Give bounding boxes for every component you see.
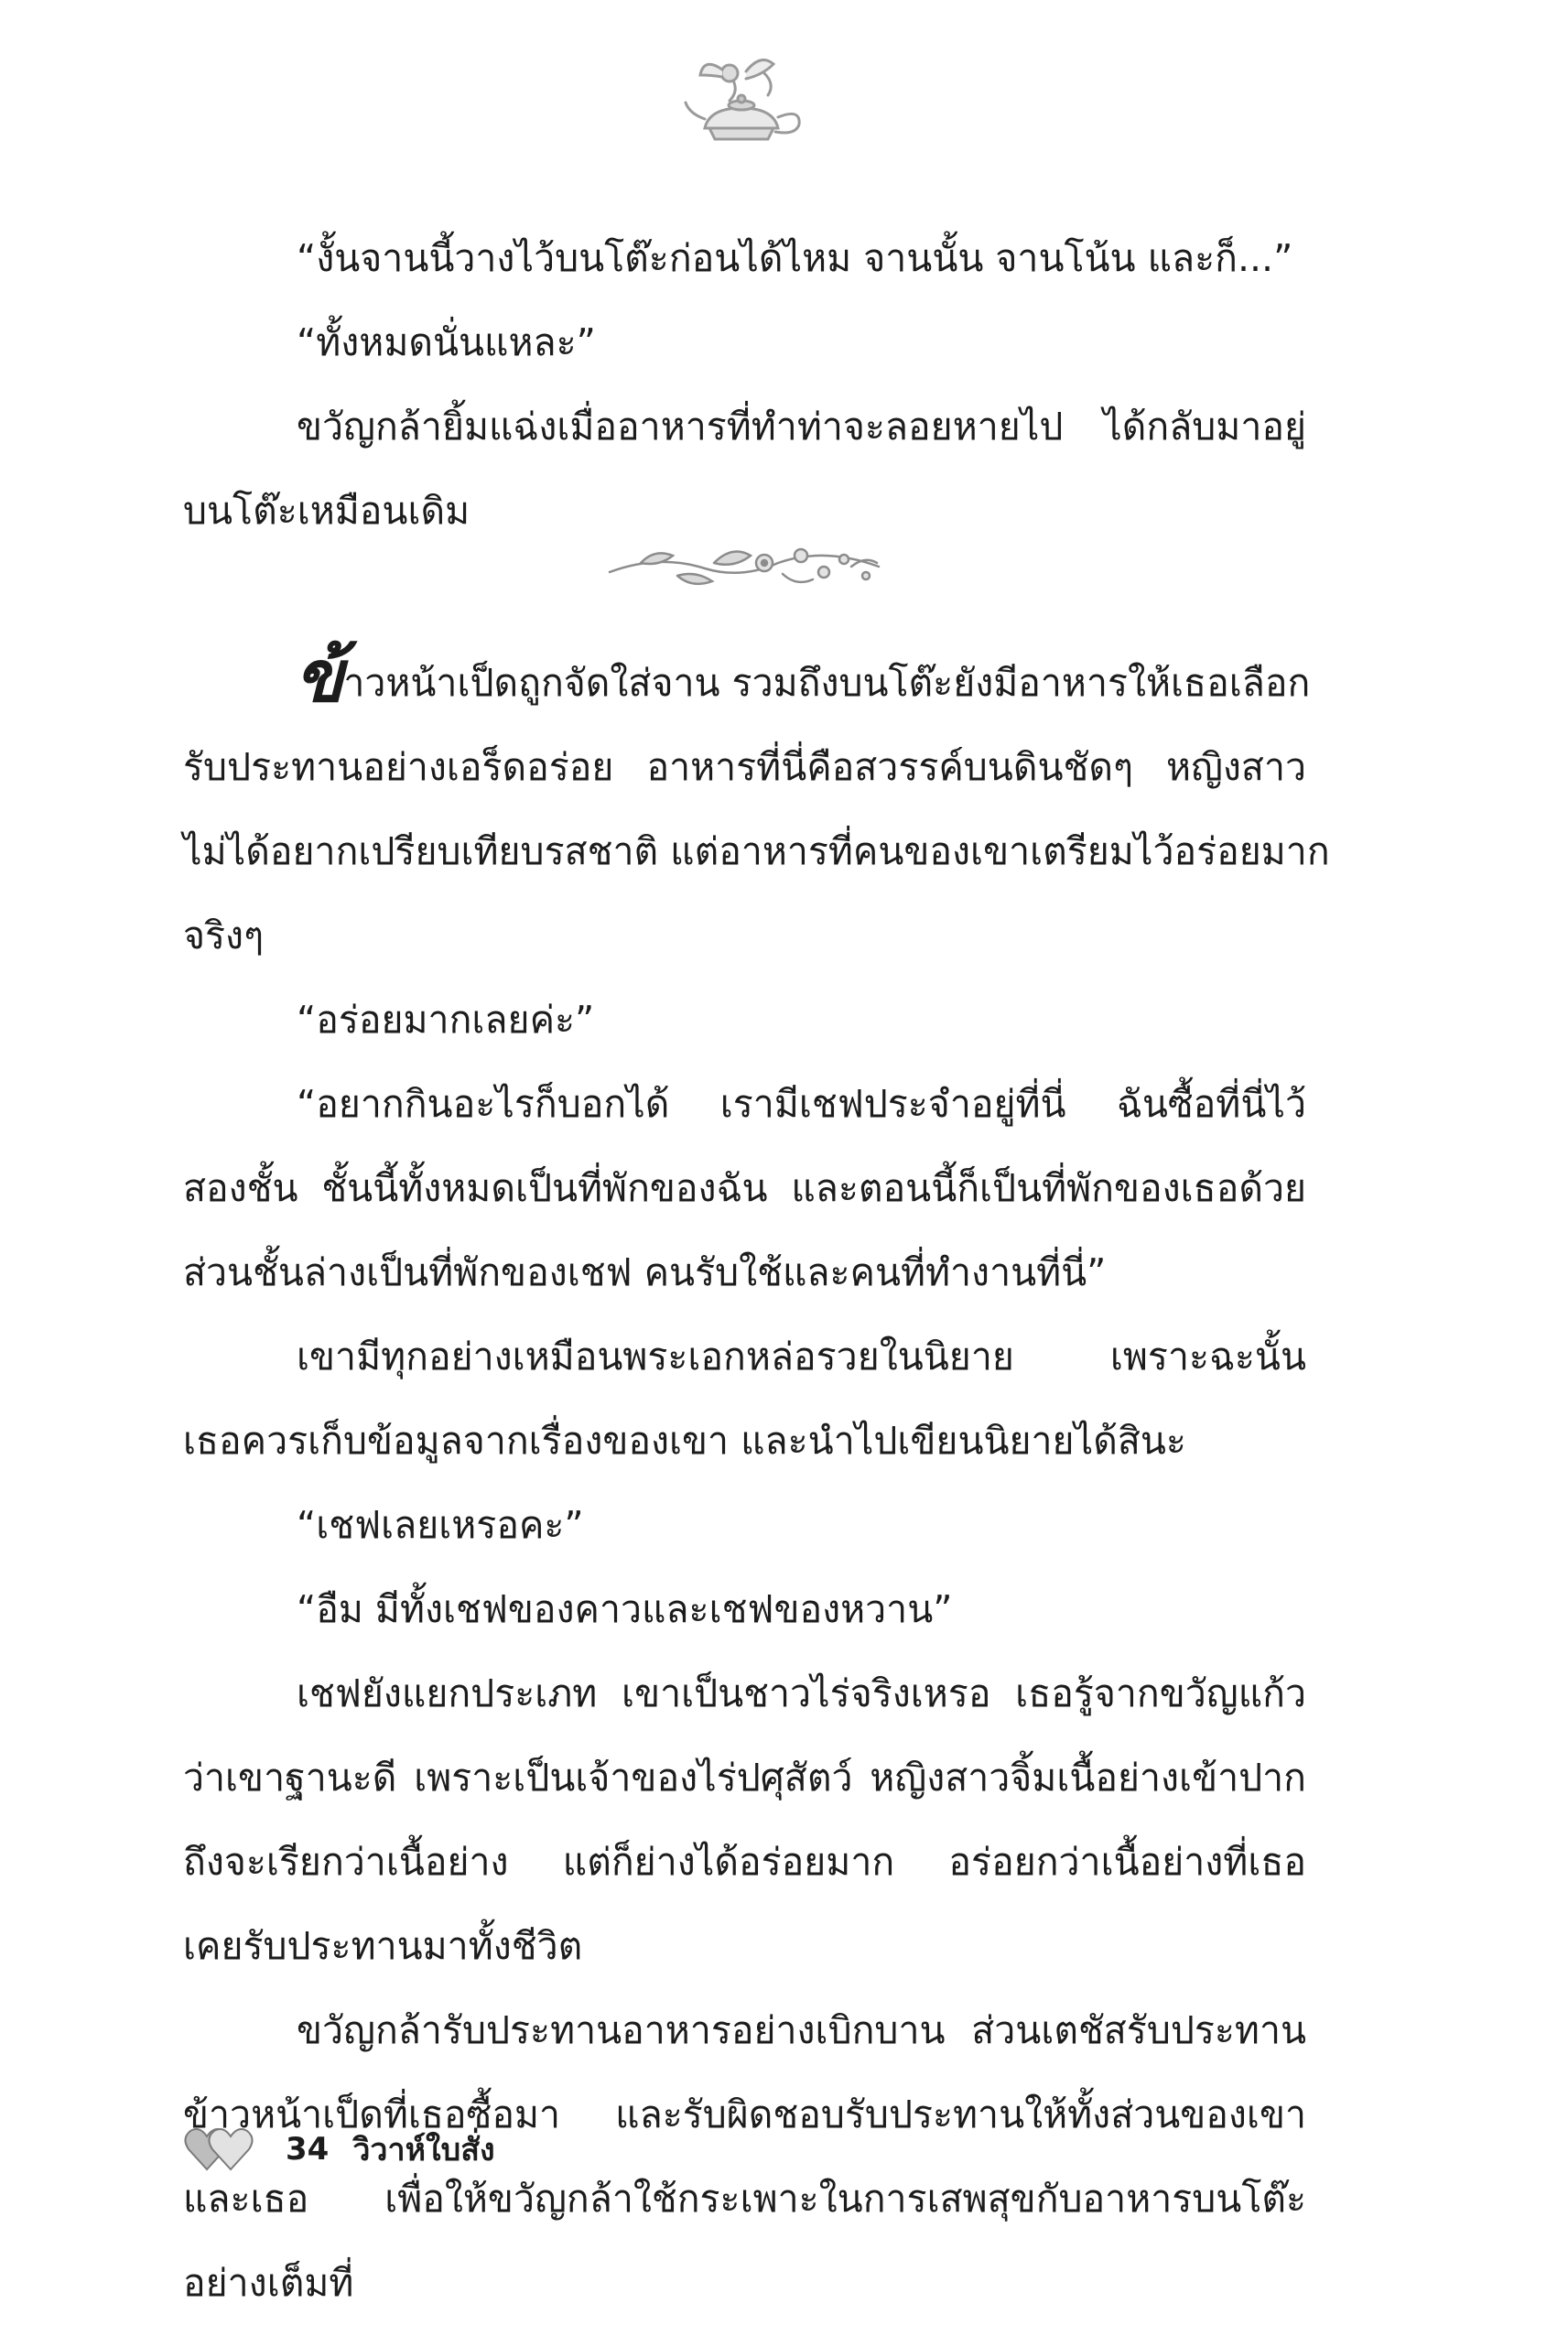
- text-line: ว่าเขาฐานะดี เพราะเป็นเจ้าของไร่ปศุสัตว์ หญิงสาวจิ้มเนื้อย่างเข้าปาก: [183, 1756, 1306, 1800]
- text-line: ข้าวหน้าเป็ดที่เธอซื้อมา และรับผิดชอบรับประทานให้ทั้งส่วนของเขา: [183, 2092, 1306, 2136]
- text-line: ขวัญกล้ายิ้มแฉ่งเมื่ออาหารที่ทำท่าจะลอยหายไป ได้กลับมาอยู่: [297, 405, 1306, 449]
- drop-cap: ข้: [295, 635, 344, 719]
- page-number: 34: [286, 2131, 330, 2168]
- double-heart-icon: [183, 2124, 254, 2175]
- text-line: ขวัญกล้ารับประทานอาหารอย่างเบิกบาน ส่วนเตชัสรับประทาน: [297, 2008, 1306, 2052]
- text-line-first: [183, 635, 1311, 725]
- text-line: “งั้นจานนี้วางไว้บนโต๊ะก่อนได้ไหม จานนั้น จานโน้น และก็...”: [297, 236, 1293, 280]
- text-line: “ทั้งหมดนั่นแหละ”: [297, 320, 596, 364]
- text-line: จริงๆ: [183, 914, 265, 957]
- text-line: เขามีทุกอย่างเหมือนพระเอกหล่อรวยในนิยาย เพราะฉะนั้น: [297, 1335, 1306, 1379]
- text-line: ส่วนชั้นล่างเป็นที่พักของเชฟ คนรับใช้และคนที่ทำงานที่นี่”: [183, 1250, 1107, 1294]
- cherub-teapot-ornament-icon: [673, 53, 810, 163]
- text-line: “เชฟเลยเหรอคะ”: [297, 1503, 584, 1547]
- passage-main: [183, 635, 1330, 2325]
- passage-top: [183, 216, 1306, 553]
- text-line: “อืม มีทั้งเชฟของคาวและเชฟของหวาน”: [297, 1587, 953, 1631]
- book-title: วิวาห์ใบสั่ง: [352, 2132, 495, 2168]
- text-line: และเธอ เพื่อให้ขวัญกล้าใช้กระเพาะในการเสพสุขกับอาหารบนโต๊ะ: [183, 2177, 1306, 2221]
- text-line: สองชั้น ชั้นนี้ทั้งหมดเป็นที่พักของฉัน และตอนนี้ก็เป็นที่พักของเธอด้วย: [183, 1166, 1306, 1210]
- text-line: ถึงจะเรียกว่าเนื้อย่าง แต่ก็ย่างได้อร่อยมาก อร่อยกว่าเนื้อย่างที่เธอ: [183, 1840, 1306, 1884]
- text-line: “อร่อยมากเลยค่ะ”: [297, 998, 595, 1042]
- text-line: เคยรับประทานมาทั้งชีวิต: [183, 1924, 583, 1968]
- text-line: เชฟยังแยกประเภท เขาเป็นชาวไร่จริงเหรอ เธอรู้จากขวัญแก้ว: [297, 1671, 1306, 1715]
- text-line: อย่างเต็มที่: [183, 2261, 354, 2305]
- text-line: “อยากกินอะไรก็บอกได้ เรามีเชฟประจำอยู่ที่นี่ ฉันซื้อที่นี่ไว้: [297, 1082, 1306, 1126]
- text-line: เธอควรเก็บข้อมูลจากเรื่องของเขา และนำไปเขียนนิยายได้สินะ: [183, 1419, 1186, 1463]
- floral-vine-divider-icon: [604, 535, 888, 600]
- text-line: รับประทานอย่างเอร็ดอร่อย อาหารที่นี่คือสวรรค์บนดินชัดๆ หญิงสาว: [183, 745, 1306, 789]
- text-line: ไม่ได้อยากเปรียบเทียบรสชาติ แต่อาหารที่คนของเขาเตรียมไว้อร่อยมาก: [183, 829, 1330, 873]
- text-line: บนโต๊ะเหมือนเดิม: [183, 489, 470, 533]
- text-run: าวหน้าเป็ดถูกจัดใส่จาน รวมถึงบนโต๊ะยังมีอาหารให้เธอเลือก: [343, 661, 1311, 705]
- page-footer: [183, 2122, 495, 2177]
